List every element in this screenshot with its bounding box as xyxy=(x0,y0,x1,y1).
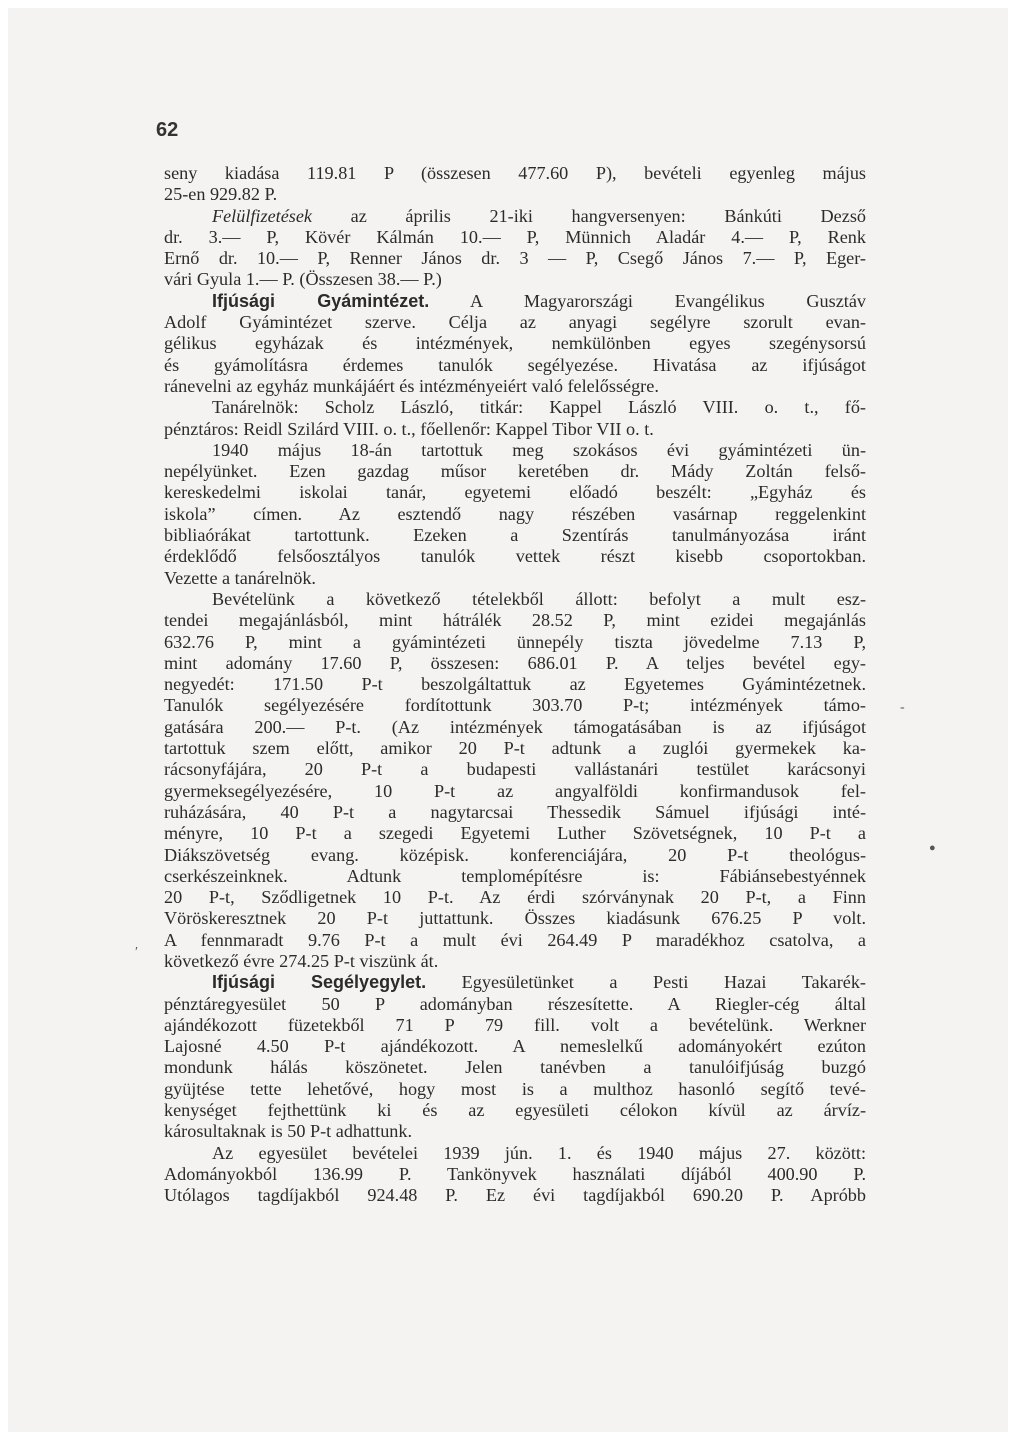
text-run: Egyesületünket a Pesti Hazai Takarék- xyxy=(426,972,866,993)
text-line xyxy=(164,291,866,312)
text-run: Adolf Gyámintézet szerve. Célja az anyagi segélyre szorult evan- xyxy=(164,312,866,333)
text-run: tartottuk szem előtt, amikor 20 P-t adtunk a zuglói gyermekek ka- xyxy=(164,738,866,759)
text-run: ruházására, 40 P-t a nagytarcsai Thessedik Sámuel ifjúsági inté- xyxy=(164,801,866,822)
text-run: az április 21-iki hangversenyen: Bánkúti Dezső xyxy=(312,205,866,226)
text-line xyxy=(164,1015,866,1036)
text-run: pénztáros: Reidl Szilárd VIII. o. t., főellenőr: Kappel Tibor VII o. t. xyxy=(164,418,654,439)
text-run: Tanulók segélyezésére fordítottunk 303.70 P-t; intézmények támo- xyxy=(164,695,866,716)
text-run: kereskedelmi iskolai tanár, egyetemi előadó beszélt: „Egyház és xyxy=(164,482,866,503)
text-run: 632.76 P, mint a gyámintézeti ünnepély tiszta jövedelme 7.13 P, xyxy=(164,631,866,652)
text-run: A Magyarországi Evangélikus Gusztáv xyxy=(429,290,867,311)
text-line xyxy=(164,632,866,653)
text-run: nepélyünket. Ezen gazdag műsor keretében dr. Mády Zoltán felső- xyxy=(164,461,866,482)
scan-speck: ′ xyxy=(135,945,139,960)
text-line xyxy=(164,887,866,908)
text-run: következő évre 274.25 P-t viszünk át. xyxy=(164,950,439,971)
text-run: Tanárelnök: Scholz László, titkár: Kappel László VIII. o. t., fő- xyxy=(212,397,866,418)
text-run: Felülfizetések xyxy=(212,205,312,226)
text-line xyxy=(164,1036,866,1057)
text-line xyxy=(164,589,866,610)
text-line xyxy=(164,184,866,205)
text-line xyxy=(164,1079,866,1100)
text-line xyxy=(164,440,866,461)
text-line xyxy=(164,1164,866,1185)
section-heading: Ifjúsági Segélyegylet. xyxy=(212,972,427,993)
text-line xyxy=(164,695,866,716)
text-line xyxy=(164,461,866,482)
text-line xyxy=(164,419,866,440)
text-line xyxy=(164,738,866,759)
text-line xyxy=(164,653,866,674)
text-line xyxy=(164,248,866,269)
text-line xyxy=(164,1143,866,1164)
text-run: dr. 3.— P, Kövér Kálmán 10.— P, Münnich Aladár 4.— P, Renk xyxy=(164,226,866,247)
text-run: ránevelni az egyház munkájáért és intézményeiért való felelősségre. xyxy=(164,375,659,396)
text-line xyxy=(164,568,866,589)
text-run: tendei megajánlásból, mint hátrálék 28.52 P, mint ezidei megajánlás xyxy=(164,610,866,631)
text-line xyxy=(164,1185,866,1206)
page-number: 62 xyxy=(156,119,179,141)
text-run: Utólagos tagdíjakból 924.48 P. Ez évi tagdíjakból 690.20 P. Apróbb xyxy=(164,1185,866,1206)
text-line xyxy=(164,333,866,354)
text-run: rácsonyfájára, 20 P-t a budapesti vallástanári testület karácsonyi xyxy=(164,759,866,780)
text-run: Bevételünk a következő tételekből állott: befolyt a mult esz- xyxy=(212,588,866,609)
text-run: Diákszövetség evang. középisk. konferenciájára, 20 P-t theológus- xyxy=(164,844,866,865)
text-run: vári Gyula 1.— P. (Összesen 38.— P.) xyxy=(164,269,442,290)
text-run: mondunk hálás köszönetet. Jelen tanévben a tanulóifjúság buzgó xyxy=(164,1057,866,1078)
text-run: 25-en 929.82 P. xyxy=(164,184,278,205)
text-run: gyüjtése tette lehetővé, hogy most is a multhoz hasonló segítő tevé- xyxy=(164,1078,866,1099)
text-run: Vezette a tanárelnök. xyxy=(164,567,316,588)
text-run: bibliaórákat tartottunk. Ezeken a Szentírás tanulmányozása iránt xyxy=(164,525,866,546)
text-line xyxy=(164,866,866,887)
text-run: gatására 200.— P-t. (Az intézmények támogatásában is az ifjúságot xyxy=(164,716,866,737)
text-run: érdeklődő felsőosztályos tanulók vettek részt kisebb csoportokban. xyxy=(164,546,866,567)
text-run: Lajosné 4.50 P-t ajándékozott. A nemeslelkű adományokért ezúton xyxy=(164,1036,866,1057)
text-line xyxy=(164,610,866,631)
text-line xyxy=(164,227,866,248)
text-line xyxy=(164,1100,866,1121)
text-line xyxy=(164,504,866,525)
text-line xyxy=(164,802,866,823)
text-run: seny kiadása 119.81 P (összesen 477.60 P), bevételi egyenleg május xyxy=(164,163,866,183)
text-line xyxy=(164,1121,866,1142)
text-line xyxy=(164,908,866,929)
text-run: Vöröskeresztnek 20 P-t juttattunk. Összes kiadásunk 676.25 P volt. xyxy=(164,908,866,929)
text-line xyxy=(164,525,866,546)
text-line xyxy=(164,482,866,503)
text-line xyxy=(164,759,866,780)
text-line xyxy=(164,972,866,993)
text-line xyxy=(164,163,866,184)
text-line xyxy=(164,546,866,567)
text-line xyxy=(164,312,866,333)
text-line xyxy=(164,397,866,418)
text-line xyxy=(164,1057,866,1078)
text-line xyxy=(164,781,866,802)
text-line xyxy=(164,951,866,972)
text-line xyxy=(164,994,866,1015)
text-run: 20 P-t, Sződligetnek 10 P-t. Az érdi szórványnak 20 P-t, a Finn xyxy=(164,887,866,908)
text-line xyxy=(164,823,866,844)
text-run: károsultaknak is 50 P-t adhattunk. xyxy=(164,1121,413,1142)
text-line xyxy=(164,355,866,376)
text-run: Ernő dr. 10.— P, Renner János dr. 3 — P, Csegő János 7.— P, Eger- xyxy=(164,248,866,269)
text-line xyxy=(164,845,866,866)
text-line xyxy=(164,930,866,951)
text-run: iskola” címen. Az esztendő nagy részében vasárnap reggelenkint xyxy=(164,503,866,524)
text-run: A fennmaradt 9.76 P-t a mult évi 264.49 P maradékhoz csatolva, a xyxy=(164,929,866,950)
text-run: ményre, 10 P-t a szegedi Egyetemi Luther Szövetségnek, 10 P-t a xyxy=(164,823,866,844)
body-text xyxy=(164,163,866,1207)
text-line xyxy=(164,674,866,695)
text-run: Az egyesület bevételei 1939 jún. 1. és 1940 május 27. között: xyxy=(212,1142,866,1163)
text-line xyxy=(164,269,866,290)
scan-speck: - xyxy=(900,700,905,715)
text-line xyxy=(164,717,866,738)
section-heading: Ifjúsági Gyámintézet. xyxy=(212,290,430,311)
text-run: ajándékozott füzetekből 71 P 79 fill. volt a bevételünk. Werkner xyxy=(164,1014,866,1035)
text-run: gélikus egyházak és intézmények, nemkülönben egyes szegénysorsú xyxy=(164,333,866,354)
text-run: mint adomány 17.60 P, összesen: 686.01 P. A teljes bevétel egy- xyxy=(164,652,866,673)
text-run: és gyámolításra érdemes tanulók segélyezése. Hivatása az ifjúságot xyxy=(164,354,866,375)
text-run: Adományokból 136.99 P. Tankönyvek használati díjából 400.90 P. xyxy=(164,1163,866,1184)
text-run: cserkészeinknek. Adtunk templomépítésre is: Fábiánsebestyénnek xyxy=(164,865,866,886)
text-run: gyermeksegélyezésére, 10 P-t az angyalföldi konfirmandusok fel- xyxy=(164,780,866,801)
text-run: 1940 május 18-án tartottuk meg szokásos évi gyámintézeti ün- xyxy=(212,439,866,460)
text-run: kenységet fejthettünk ki és az egyesületi célokon kívül az árvíz- xyxy=(164,1100,866,1121)
text-line xyxy=(164,376,866,397)
text-line xyxy=(164,206,866,227)
scan-speck: ● xyxy=(929,842,936,854)
text-run: pénztáregyesület 50 P adományban részesítette. A Riegler-cég által xyxy=(164,993,866,1014)
text-run: negyedét: 171.50 P-t beszolgáltattuk az Egyetemes Gyámintézetnek. xyxy=(164,674,866,695)
